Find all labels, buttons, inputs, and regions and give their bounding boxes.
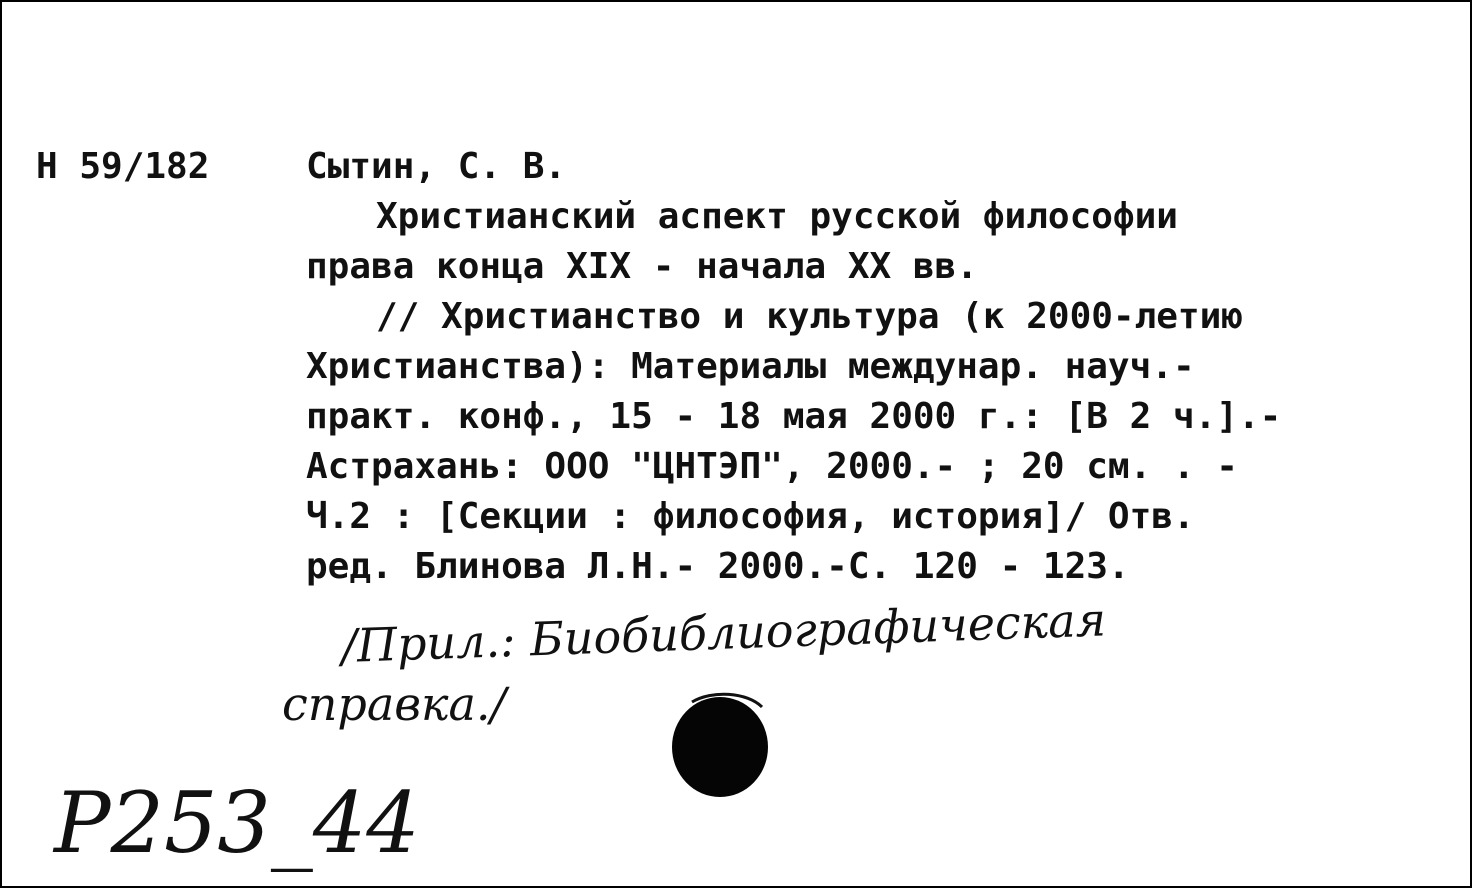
entry-line-5: практ. конф., 15 - 18 мая 2000 г.: [В 2 ч.].- [306, 396, 1282, 437]
bibliographic-entry [306, 142, 1416, 592]
entry-line-1: Христианский аспект русской философии [376, 196, 1178, 237]
entry-line-8: ред. Блинова Л.Н.- 2000.-С. 120 - 123. [306, 546, 1130, 587]
entry-line-3: // Христианство и культура (к 2000-летию [376, 296, 1243, 337]
punch-hole [672, 697, 768, 797]
punch-hole-edge [692, 694, 762, 707]
entry-line-6: Астрахань: ООО "ЦНТЭП", 2000.- ; 20 см. . - [306, 446, 1238, 487]
handwritten-note-line1: /Прил.: Биобиблиографическая [340, 592, 1107, 673]
handwritten-code: Р253_44 [54, 774, 420, 872]
author: Сытин, С. В. [306, 146, 567, 187]
shelfmark: Н 59/182 [36, 146, 210, 187]
entry-line-7: Ч.2 : [Секции : философия, история]/ Отв. [306, 496, 1195, 537]
handwritten-note-line2: справка./ [282, 677, 507, 731]
entry-line-2: права конца XIX - начала XX вв. [306, 246, 978, 287]
entry-line-4: Христианства): Материалы междунар. науч.- [306, 346, 1195, 387]
